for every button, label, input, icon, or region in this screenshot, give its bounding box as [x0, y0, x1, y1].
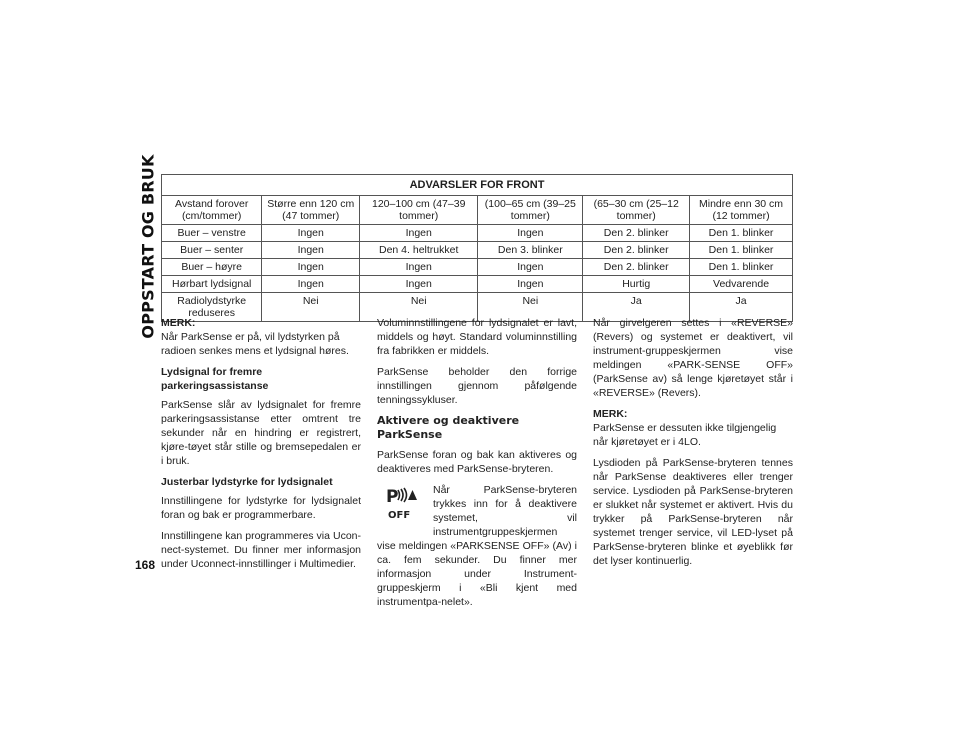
heading-front-signal: Lydsignal for fremre parkeringsassistanse: [161, 366, 269, 392]
table-cell: Større enn 120 cm (47 tommer): [262, 196, 360, 225]
table-cell: Vedvarende: [690, 276, 793, 293]
table-cell: Hurtig: [583, 276, 690, 293]
table-cell: Ingen: [262, 276, 360, 293]
table-row: [162, 259, 793, 276]
table-cell: Ingen: [478, 225, 583, 242]
table-title-row: [162, 175, 793, 196]
paragraph: Innstillingene for lydstyrke for lydsignalet foran og bak er programmerbare.: [161, 495, 361, 521]
table-cell: Den 1. blinker: [690, 225, 793, 242]
note-2: [593, 407, 793, 449]
table-row: [162, 276, 793, 293]
table-cell: Nei: [478, 293, 583, 322]
table-cell: Ingen: [262, 259, 360, 276]
table-cell: Nei: [262, 293, 360, 322]
icon-off-label: OFF: [388, 510, 411, 521]
column-1: [161, 316, 361, 578]
table-cell: Den 2. blinker: [583, 225, 690, 242]
column-2: [377, 316, 577, 616]
note-1: [161, 316, 361, 358]
note-2-label: MERK:: [593, 408, 628, 420]
table-cell: Ja: [583, 293, 690, 322]
table-cell: Den 2. blinker: [583, 242, 690, 259]
paragraph: ParkSense beholder den forrige innstillingen gjennom påfølgende tenningssykluser.: [377, 366, 577, 406]
table-cell: 120–100 cm (47–39 tommer): [360, 196, 478, 225]
table-cell: Den 2. blinker: [583, 259, 690, 276]
table-cell: Ingen: [478, 276, 583, 293]
table-cell: Nei: [360, 293, 478, 322]
paragraph: ParkSense slår av lydsignalet for fremre parkeringsassistanse etter omtrent tre sekunder når en hindring er registrert, kjøre-tøyet står stille og bremsepedalen er i bruk.: [161, 399, 361, 467]
parksense-off-icon: [377, 483, 427, 525]
heading-volume: Justerbar lydstyrke for lydsignalet: [161, 476, 333, 488]
paragraph: Innstillingene kan programmeres via Ucon-nect-systemet. Du finner mer informasjon under Uconnect-innstillinger i Multimedier.: [161, 530, 361, 570]
table-row-label: Buer – venstre: [162, 225, 262, 242]
table-cell: Den 4. heltrukket: [360, 242, 478, 259]
table-row-label: Hørbart lydsignal: [162, 276, 262, 293]
table-cell: Mindre enn 30 cm (12 tommer): [690, 196, 793, 225]
page-number: 168: [135, 558, 156, 572]
table-row: [162, 242, 793, 259]
table-row-label: Buer – senter: [162, 242, 262, 259]
table-cell: Den 1. blinker: [690, 242, 793, 259]
paragraph: Lysdioden på ParkSense-bryteren tennes når ParkSense deaktiveres eller trenger service. Lysdioden på ParkSense-bryteren er slukket når systemet er aktivert. Hvis du trykker på ParkSense-bryteren når systemet trenger service, vil LED-lyset på ParkSense-bryteren blinke et øyeblikk før det lyser kontinuerlig.: [593, 457, 793, 567]
table-row: [162, 196, 793, 225]
svg-text:P: P: [386, 487, 399, 507]
table-cell: Ingen: [360, 276, 478, 293]
note-2-text: ParkSense er dessuten ikke tilgjengelig når kjøretøyet er i 4LO.: [593, 422, 777, 448]
paragraph-text: Når ParkSense-bryteren trykkes inn for å deaktivere systemet, vil instrumentgruppeskjermen vise meldingen «PARKSENSE OFF» (Av) i ca. fem sekunder. Du finner mer informasjon under Instrument-gruppeskjerm i «Bli kjent med instrumentpa-nelet».: [377, 484, 577, 608]
section-tab-label: OPPSTART OG BRUK: [138, 153, 158, 339]
note-1-label: MERK:: [161, 317, 196, 329]
table-cell: Den 3. blinker: [478, 242, 583, 259]
table-row-label: Avstand forover (cm/tommer): [162, 196, 262, 225]
table-row-label: Radiolydstyrke reduseres: [162, 293, 262, 322]
paragraph: Når girvelgeren settes i «REVERSE» (Revers) og systemet er deaktivert, vil instrument-gruppeskjermen vise meldingen «PARK-SENSE OFF» (ParkSense av) så lenge kjøretøyet står i «REVERSE» (Revers).: [593, 317, 793, 399]
table-title: ADVARSLER FOR FRONT: [162, 175, 793, 196]
table-cell: Ingen: [262, 225, 360, 242]
table-cell: (100–65 cm (39–25 tommer): [478, 196, 583, 225]
table-cell: Ingen: [478, 259, 583, 276]
paragraph-with-icon: [377, 483, 577, 609]
paragraph: ParkSense foran og bak kan aktiveres og deaktiveres med ParkSense-bryteren.: [377, 449, 577, 475]
heading-activate: Aktivere og deaktivere ParkSense: [377, 414, 520, 441]
table-cell: (65–30 cm (25–12 tommer): [583, 196, 690, 225]
table-cell: Ingen: [360, 225, 478, 242]
table-row-label: Buer – høyre: [162, 259, 262, 276]
front-warnings-table: [161, 174, 793, 322]
table-cell: Den 1. blinker: [690, 259, 793, 276]
paragraph: Voluminnstillingene for lydsignalet er lavt, middels og høyt. Standard voluminnstilling fra fabrikken er middels.: [377, 317, 577, 357]
column-3: [593, 316, 793, 575]
table-cell: Ja: [690, 293, 793, 322]
section-tab: [137, 153, 159, 339]
note-1-text: Når ParkSense er på, vil lydstyrken på radioen senkes mens et lydsignal høres.: [161, 331, 349, 357]
table-cell: Ingen: [360, 259, 478, 276]
table-cell: Ingen: [262, 242, 360, 259]
table-row: [162, 225, 793, 242]
